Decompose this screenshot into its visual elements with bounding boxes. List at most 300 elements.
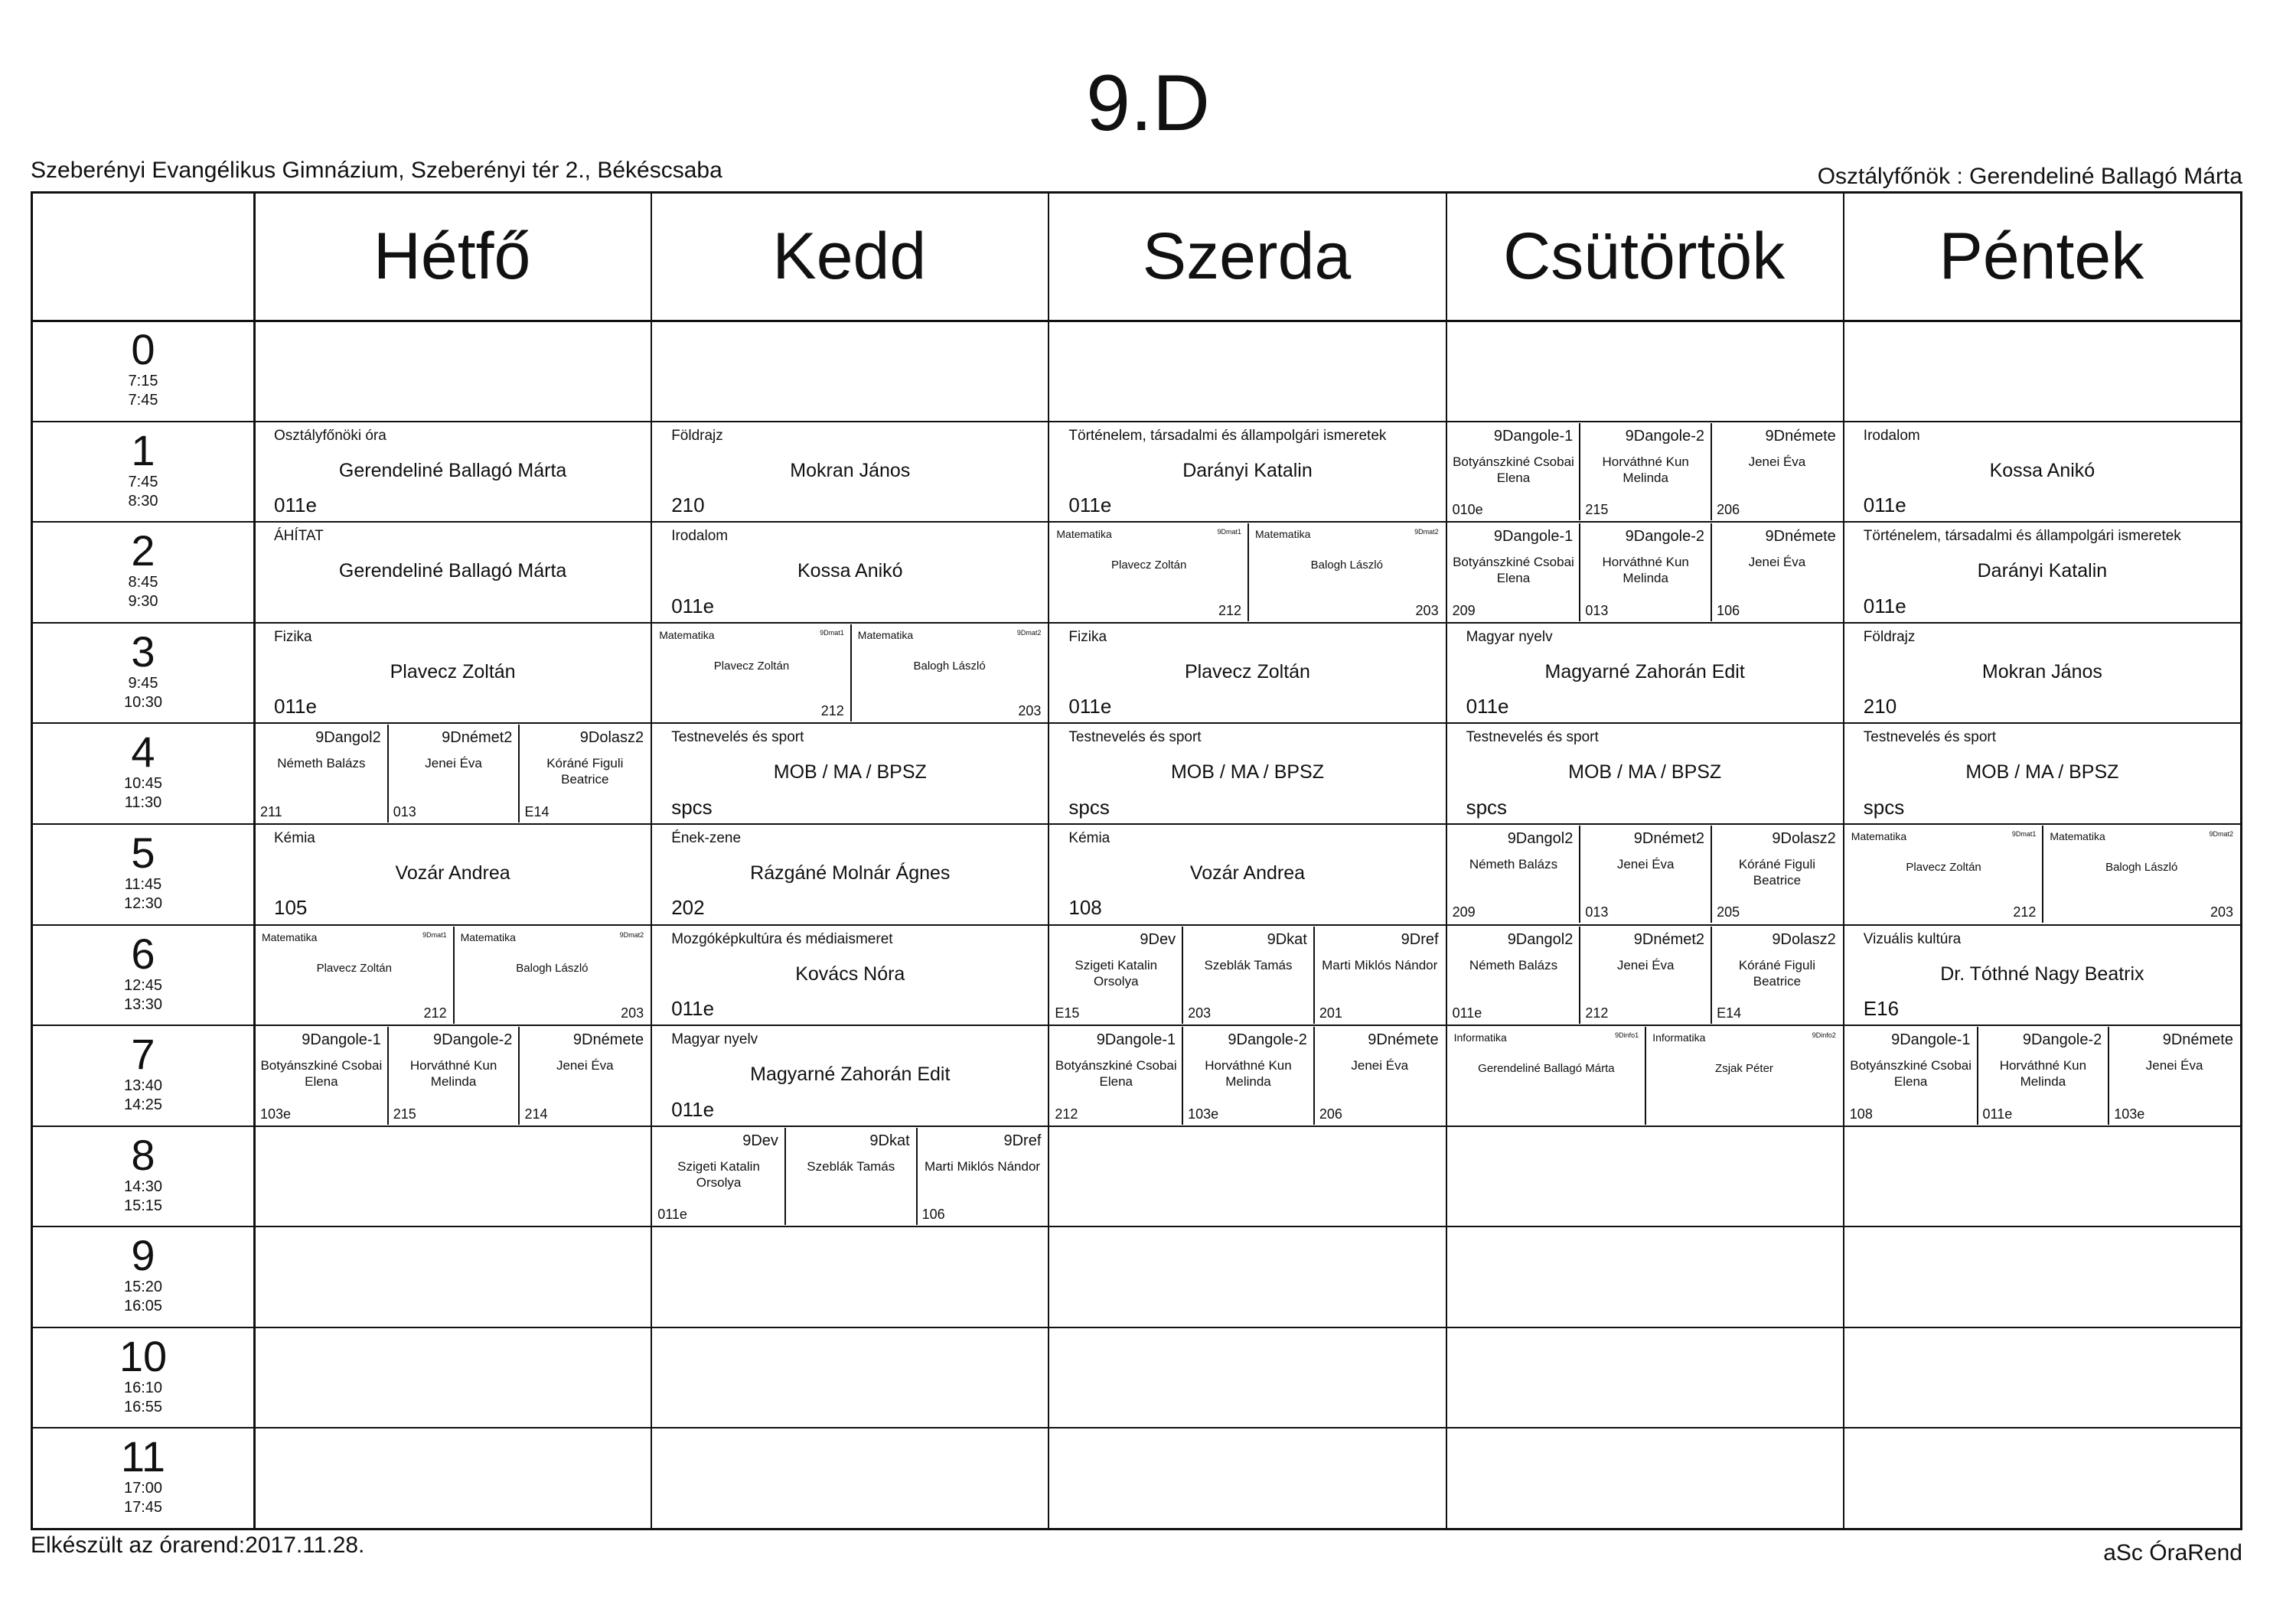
group-teacher: Jenei Éva [1351,1058,1409,1073]
lesson-group-cell[interactable] [1182,1027,1313,1125]
group-subject: Informatika [1453,1031,1507,1044]
group-teacher: Németh Balázs [277,756,366,771]
group-teacher: Gerendeliné Ballagó Márta [1478,1062,1615,1076]
lesson-group-cell[interactable] [1448,927,1580,1025]
group-teacher: Botyánszkiné Csobai Elena [1453,555,1574,586]
lesson-teacher: Vozár Andrea [395,862,510,884]
row-divider [33,1226,2240,1227]
group-teacher: Kóráné Figuli Beatrice [1738,856,1815,888]
period-number: 8 [131,1130,155,1179]
period-start-time: 10:45 [123,775,163,793]
lesson-subject: Kémia [1068,829,1110,846]
lesson-room: spcs [1466,795,1508,819]
lesson-teacher: MOB / MA / BPSZ [1965,761,2119,783]
group-name: 9Dkat [1267,930,1307,948]
period-end-time: 8:30 [128,492,158,510]
lesson-room: E16 [1863,997,1900,1021]
lesson-group-cell[interactable] [1448,523,1580,621]
group-name: 9Dolasz2 [1772,930,1836,948]
row-divider [33,1427,2240,1428]
group-teacher: Kóráné Figuli Beatrice [546,756,624,787]
period-number: 11 [120,1432,166,1481]
lesson-room: 210 [1863,695,1897,718]
group-subject: Matematika [1056,528,1112,541]
group-name: 9Dangole-2 [433,1031,513,1049]
group-name: 9Dmat1 [820,628,844,637]
lesson-group-cell[interactable] [1845,1027,1977,1125]
group-name: 9Dnémet2 [1633,829,1705,847]
row-divider [33,722,2240,724]
lesson-group-cell[interactable] [1182,927,1313,1025]
period-label [33,320,253,421]
lesson-group-cell[interactable] [2042,826,2239,924]
period-label [33,823,253,924]
group-teacher: Plavecz Zoltán [1906,860,1981,874]
lesson-room: spcs [1863,795,1905,819]
lesson-cell[interactable] [1845,423,2239,521]
period-number: 1 [131,425,155,474]
period-label [33,421,253,522]
period-label [33,1025,253,1126]
group-teacher: Szigeti Katalin Orsolya [677,1158,760,1190]
lesson-subject: Történelem, társadalmi és állampolgári ismeretek [1068,427,1387,444]
lesson-group-cell[interactable] [518,725,650,823]
group-name: 9Dinfo2 [1812,1031,1836,1040]
period-start-time: 15:20 [123,1279,163,1296]
group-room: 212 [1055,1106,1078,1122]
group-subject: Matematika [262,930,318,943]
lesson-teacher: Plavecz Zoltán [390,660,516,682]
lesson-cell[interactable] [256,523,650,621]
lesson-cell[interactable] [1448,725,1842,823]
group-teacher: Botyánszkiné Csobai Elena [1055,1058,1177,1090]
group-name: 9Dolasz2 [579,729,644,747]
period-number: 9 [131,1231,155,1280]
period-number: 7 [131,1030,155,1079]
group-teacher: Jenei Éva [1748,555,1806,570]
period-number: 3 [131,627,155,676]
group-name: 9Dev [742,1132,778,1149]
period-start-time: 17:00 [123,1480,163,1497]
lesson-cell[interactable] [1845,523,2239,621]
period-end-time: 7:45 [128,392,158,409]
lesson-teacher: Plavecz Zoltán [1185,660,1310,682]
group-name: 9Dmat2 [1016,628,1042,637]
lesson-subject: Ének-zene [671,829,742,846]
lesson-subject: Irodalom [671,528,729,545]
group-subject: Matematika [1255,528,1311,541]
lesson-subject: Mozgóképkultúra és médiaismeret [671,930,893,947]
lesson-room: 011e [274,494,317,517]
lesson-group-cell[interactable] [1711,927,1842,1025]
group-teacher: Horváthné Kun Melinda [1999,1058,2087,1090]
group-teacher: Plavecz Zoltán [316,961,392,975]
lesson-group-cell[interactable] [453,927,651,1025]
lesson-cell[interactable] [256,826,650,924]
lesson-subject: Földrajz [1863,628,1916,645]
lesson-group-cell[interactable] [2108,1027,2239,1125]
group-teacher: Jenei Éva [1616,957,1675,972]
lesson-cell[interactable] [653,826,1047,924]
period-end-time: 16:05 [123,1298,163,1315]
period-label [33,722,253,823]
period-start-time: 12:45 [123,976,163,994]
group-name: 9Dnémete [2162,1031,2233,1049]
group-room: 103e [260,1106,292,1122]
software-credit: aSc ÓraRend [2103,1540,2242,1565]
group-name: 9Dnémet2 [442,729,513,747]
group-room: 103e [2114,1106,2145,1122]
period-end-time: 9:30 [128,593,158,611]
group-room: 013 [1585,602,1609,618]
group-room: E14 [1717,1005,1742,1021]
period-number: 6 [131,929,155,978]
group-room: 212 [423,1005,447,1021]
lesson-group-cell[interactable] [850,624,1048,722]
lesson-teacher: Vozár Andrea [1189,862,1306,884]
group-teacher: Szeblák Tamás [807,1158,895,1174]
lesson-teacher: Kossa Anikó [1989,459,2095,481]
lesson-teacher: Kossa Anikó [797,560,903,582]
lesson-group-cell[interactable] [653,1128,784,1226]
group-teacher: Botyánszkiné Csobai Elena [260,1058,383,1090]
school-name: Szeberényi Evangélikus Gimnázium, Szeberényi tér 2., Békéscsaba [31,158,722,183]
group-room: 011e [657,1207,687,1223]
group-teacher: Balogh László [516,961,589,975]
lesson-subject: Fizika [274,628,312,645]
timetable-grid [31,191,2242,1530]
group-name: 9Dangole-1 [1493,427,1574,445]
lesson-room: 011e [1466,695,1509,718]
period-label [33,622,253,723]
head-teacher: Osztályfőnök : Gerendeliné Ballagó Márta [1817,164,2242,189]
period-number: 2 [131,526,155,575]
group-room: 011e [1982,1106,2013,1122]
header-divider [33,320,2240,322]
group-teacher: Botyánszkiné Csobai Elena [1850,1058,1972,1090]
lesson-group-cell[interactable] [256,725,387,823]
period-start-time: 16:10 [123,1379,163,1396]
lesson-room: 105 [274,896,308,920]
group-name: 9Dmat1 [422,930,447,939]
lesson-subject: Irodalom [1863,427,1920,444]
group-room: 215 [1585,502,1609,518]
lesson-room: 108 [1068,896,1102,920]
group-teacher: Jenei Éva [2145,1058,2203,1073]
group-name: 9Dnémete [572,1031,644,1049]
group-name: 9Dangol2 [1507,930,1574,948]
lesson-subject: Osztályfőnöki óra [274,427,386,444]
group-room: 215 [393,1106,416,1122]
group-teacher: Horváthné Kun Melinda [409,1058,497,1090]
lesson-teacher: Rázgáné Molnár Ágnes [750,862,951,884]
period-end-time: 14:25 [123,1096,163,1114]
lesson-group-cell[interactable] [1313,1027,1445,1125]
lesson-room: 011e [274,695,317,718]
group-room: 106 [921,1207,945,1223]
lesson-teacher: Darányi Katalin [1182,459,1313,481]
group-teacher: Plavecz Zoltán [1110,559,1187,572]
period-number: 10 [119,1331,168,1380]
row-divider [33,622,2240,624]
group-name: 9Dangole-2 [1625,427,1705,445]
period-start-time: 7:45 [128,473,158,490]
group-room: 212 [1218,602,1241,618]
period-end-time: 13:30 [123,995,163,1013]
group-room: 205 [1717,904,1740,920]
day-header: Kedd [772,220,927,293]
lesson-group-cell[interactable] [1579,423,1711,521]
generated-date: Elkészült az órarend:2017.11.28. [31,1533,365,1558]
group-name: 9Dnémete [1765,427,1836,445]
period-start-time: 8:45 [128,574,158,591]
lesson-cell[interactable] [653,523,1047,621]
period-label [33,521,253,622]
lesson-room: spcs [671,795,713,819]
group-room: 214 [524,1106,548,1122]
period-label [33,1427,253,1528]
lesson-teacher: MOB / MA / BPSZ [1170,761,1324,783]
group-name: 9Dangole-2 [2022,1031,2102,1049]
group-name: 9Dnémete [1368,1031,1439,1049]
group-room: 212 [2013,904,2037,920]
group-room: 209 [1452,602,1476,618]
lesson-group-cell[interactable] [1977,1027,2108,1125]
group-teacher: Németh Balázs [1469,856,1558,871]
lesson-cell[interactable] [1448,624,1842,722]
group-name: 9Dev [1140,930,1176,948]
lesson-subject: Testnevelés és sport [1466,729,1599,746]
row-divider [33,1025,2240,1026]
group-teacher: Horváthné Kun Melinda [1205,1058,1292,1090]
lesson-group-cell[interactable] [1711,826,1842,924]
lesson-teacher: Magyarné Zahorán Edit [750,1064,951,1086]
group-room: 108 [1849,1106,1873,1122]
group-teacher: Plavecz Zoltán [713,659,790,673]
group-teacher: Horváthné Kun Melinda [1602,454,1689,485]
group-teacher: Németh Balázs [1469,957,1558,972]
lesson-cell[interactable] [653,725,1047,823]
group-room: 010e [1452,502,1483,518]
row-divider [33,421,2240,422]
group-room: 209 [1452,904,1476,920]
group-teacher: Botyánszkiné Csobai Elena [1453,454,1574,485]
lesson-group-cell[interactable] [1579,523,1711,621]
group-room: 203 [1415,602,1439,618]
period-number: 0 [131,325,155,373]
group-room: 203 [1188,1005,1212,1021]
group-subject: Matematika [460,930,516,943]
lesson-group-cell[interactable] [1247,523,1445,621]
group-room: 212 [820,703,844,719]
group-name: 9Dmat2 [619,930,644,939]
lesson-room: 011e [1068,695,1112,718]
lesson-teacher: Magyarné Zahorán Edit [1544,660,1745,682]
day-header: Hétfő [373,220,531,293]
group-teacher: Szeblák Tamás [1204,957,1293,972]
group-room: E14 [524,803,550,819]
group-teacher: Balogh László [2105,860,2178,874]
row-divider [33,823,2240,825]
lesson-group-cell[interactable] [916,1128,1048,1226]
lesson-room: 202 [671,896,705,920]
lesson-group-cell[interactable] [1050,1027,1182,1125]
lesson-subject: Testnevelés és sport [1068,729,1202,746]
group-teacher: Marti Miklós Nándor [1322,957,1438,972]
group-name: 9Dangol2 [1507,829,1574,847]
lesson-group-cell[interactable] [256,1027,387,1125]
group-name: 9Dangole-1 [1096,1031,1176,1049]
lesson-subject: Történelem, társadalmi és állampolgári ismeretek [1863,528,2181,545]
group-teacher: Balogh László [1310,559,1383,572]
group-name: 9Dangole-2 [1625,528,1705,546]
lesson-teacher: MOB / MA / BPSZ [1568,761,1722,783]
row-divider [33,1327,2240,1328]
group-name: 9Dinfo1 [1615,1031,1639,1040]
lesson-teacher: Gerendeliné Ballagó Márta [338,459,567,481]
lesson-teacher: Dr. Tóthné Nagy Beatrix [1940,963,2144,985]
lesson-subject: Magyar nyelv [671,1031,758,1048]
period-start-time: 14:30 [123,1178,163,1195]
day-header: Péntek [1939,220,2144,293]
group-teacher: Kóráné Figuli Beatrice [1738,957,1815,989]
lesson-group-cell[interactable] [1579,927,1711,1025]
period-label [33,1226,253,1327]
group-name: 9Dangole-1 [302,1031,381,1049]
lesson-subject: Testnevelés és sport [671,729,804,746]
class-title: 9.D [1086,59,1210,148]
lesson-cell[interactable] [653,927,1047,1025]
group-room: 103e [1188,1106,1219,1122]
row-divider [33,1126,2240,1127]
group-name: 9Dangol2 [315,729,381,747]
lesson-group-cell[interactable] [1711,423,1842,521]
lesson-group-cell[interactable] [1448,423,1580,521]
lesson-cell[interactable] [1050,423,1444,521]
lesson-subject: Fizika [1068,628,1107,645]
group-room: 206 [1319,1106,1342,1122]
lesson-group-cell[interactable] [1448,1027,1645,1125]
lesson-cell[interactable] [1050,725,1444,823]
lesson-room: 011e [671,997,715,1021]
group-room: 212 [1585,1005,1609,1021]
lesson-subject: Vizuális kultúra [1863,930,1962,947]
lesson-group-cell[interactable] [387,725,519,823]
group-room: 013 [393,803,416,819]
lesson-room: 011e [671,594,715,617]
lesson-room: 011e [1068,494,1112,517]
lesson-room: 011e [1863,594,1906,617]
lesson-group-cell[interactable] [1579,826,1711,924]
group-teacher: Horváthné Kun Melinda [1602,555,1689,586]
group-subject: Matematika [1851,829,1907,842]
group-name: 9Dnémet2 [1633,930,1705,948]
group-teacher: Jenei Éva [425,756,482,771]
group-name: 9Dangole-1 [1891,1031,1971,1049]
lesson-subject: Magyar nyelv [1466,628,1553,645]
lesson-group-cell[interactable] [1645,1027,1842,1125]
group-name: 9Dolasz2 [1772,829,1836,847]
row-divider [33,521,2240,523]
period-end-time: 16:55 [123,1398,163,1415]
group-name: 9Dkat [869,1132,910,1149]
lesson-cell[interactable] [1845,624,2239,722]
group-name: 9Dmat2 [2209,829,2233,838]
group-teacher: Jenei Éva [1616,856,1675,871]
day-header: Csütörtök [1503,220,1786,293]
lesson-group-cell[interactable] [653,624,850,722]
lesson-group-cell[interactable] [1845,826,2043,924]
group-teacher: Szigeti Katalin Orsolya [1075,957,1158,989]
lesson-cell[interactable] [256,423,650,521]
period-start-time: 9:45 [128,674,158,692]
group-name: 9Dref [1401,930,1439,948]
group-subject: Informatika [1652,1031,1706,1044]
group-subject: Matematika [659,628,715,641]
lesson-cell[interactable] [256,624,650,722]
group-room: 203 [1018,703,1042,719]
group-room: 013 [1585,904,1609,920]
row-divider [33,924,2240,926]
group-name: 9Dangole-2 [1228,1031,1307,1049]
group-name: 9Dmat2 [1414,528,1439,536]
period-start-time: 11:45 [124,875,162,893]
lesson-room: 210 [671,494,705,517]
group-name: 9Dmat1 [1217,528,1241,536]
period-end-time: 12:30 [123,894,163,912]
group-room: 011e [1452,1005,1482,1021]
lesson-subject: Kémia [274,829,315,846]
group-room: 106 [1717,602,1740,618]
group-room: E15 [1055,1005,1080,1021]
period-label [33,924,253,1025]
lesson-group-cell[interactable] [1448,826,1580,924]
lesson-group-cell[interactable] [518,1027,650,1125]
period-label [33,1126,253,1226]
lesson-teacher: Kovács Nóra [795,963,905,985]
day-header: Szerda [1142,220,1352,293]
period-end-time: 17:45 [123,1499,163,1516]
lesson-group-cell[interactable] [1313,927,1445,1025]
lesson-group-cell[interactable] [1050,523,1247,621]
group-teacher: Jenei Éva [1748,454,1806,469]
lesson-cell[interactable] [653,423,1047,521]
lesson-cell[interactable] [653,1027,1047,1125]
group-room: 206 [1717,502,1740,518]
lesson-subject: Földrajz [671,427,723,444]
period-end-time: 11:30 [124,794,162,812]
lesson-cell[interactable] [1050,826,1444,924]
lesson-teacher: Mokran János [790,459,911,481]
period-end-time: 15:15 [123,1197,163,1214]
group-room: 201 [1319,1005,1342,1021]
lesson-group-cell[interactable] [387,1027,519,1125]
period-start-time: 7:15 [128,373,158,389]
lesson-group-cell[interactable] [256,927,453,1025]
group-subject: Matematika [2050,829,2105,842]
lesson-group-cell[interactable] [784,1128,916,1226]
lesson-room: 011e [1863,494,1906,517]
lesson-cell[interactable] [1050,624,1444,722]
lesson-cell[interactable] [1845,927,2239,1025]
group-name: 9Dnémete [1765,528,1836,546]
lesson-group-cell[interactable] [1711,523,1842,621]
lesson-group-cell[interactable] [1050,927,1182,1025]
group-name: 9Dref [1003,1132,1042,1149]
lesson-cell[interactable] [1845,725,2239,823]
period-start-time: 13:40 [123,1077,163,1095]
group-teacher: Zsjak Péter [1715,1062,1773,1076]
